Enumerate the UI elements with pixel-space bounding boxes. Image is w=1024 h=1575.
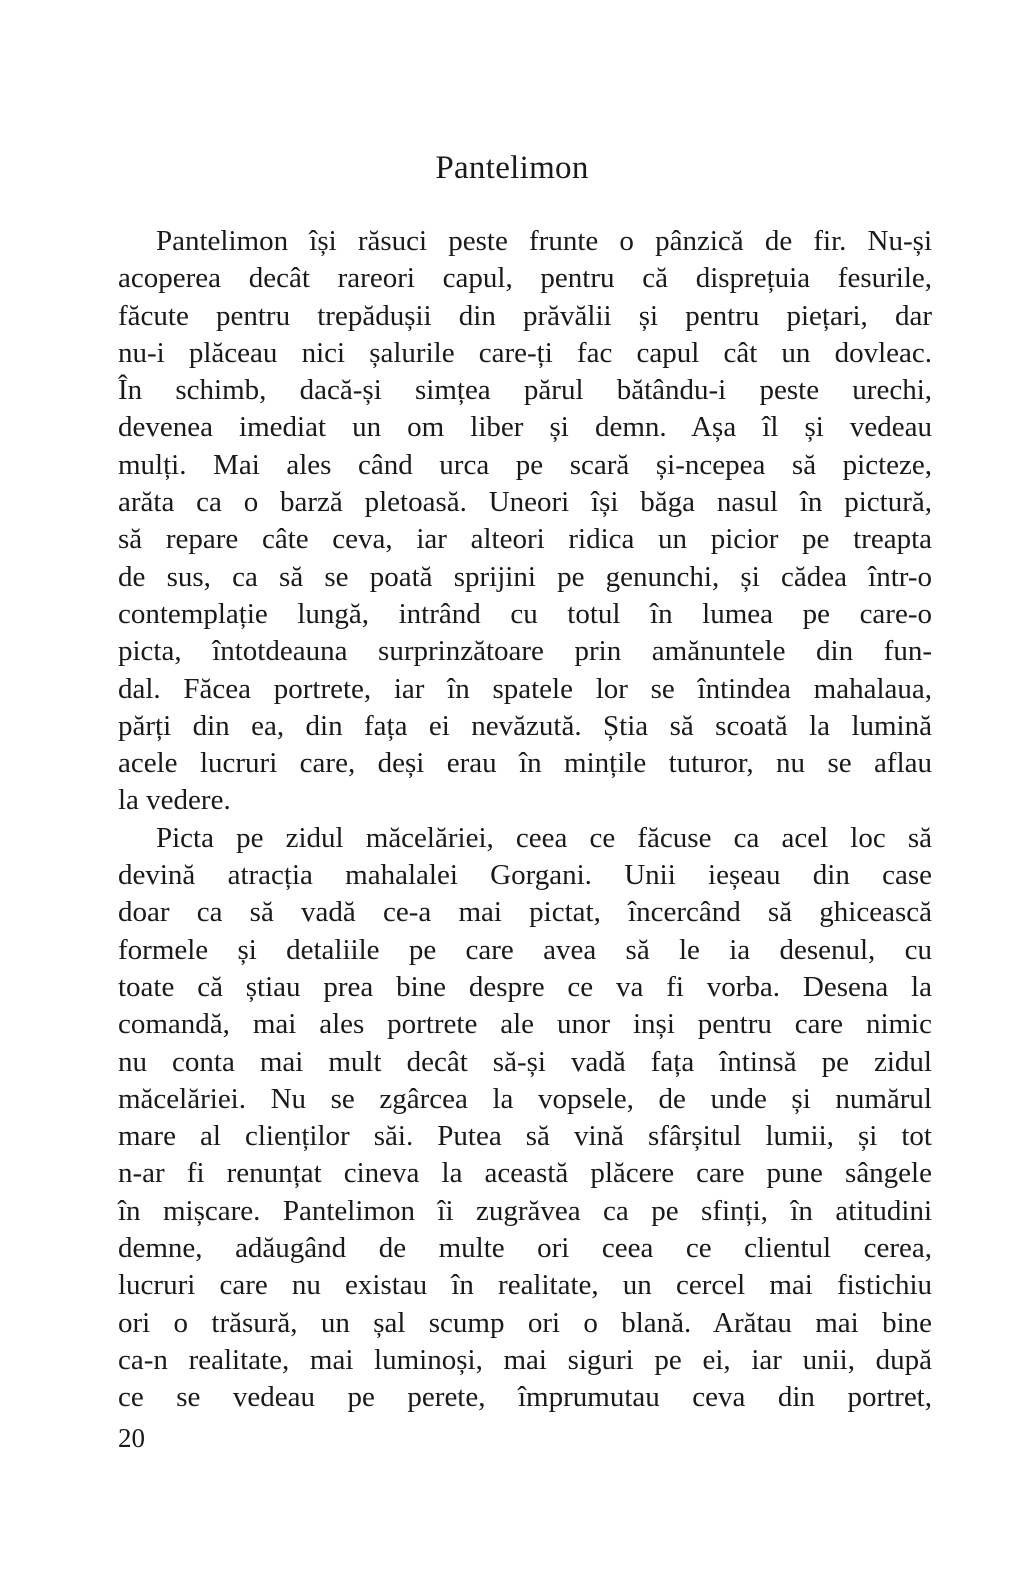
- paragraph: [118, 820, 932, 1417]
- text-line: picta, întotdeauna surprinzătoare prin amănuntele din fun-: [118, 635, 932, 668]
- chapter-title: Pantelimon: [435, 150, 589, 186]
- text-line: devină atracția mahalalei Gorgani. Unii ieșeau din case: [118, 859, 932, 892]
- text-line: acele lucruri care, deși erau în mințile tuturor, nu se aflau: [118, 747, 932, 780]
- text-line: devenea imediat un om liber și demn. Așa îl și vedeau: [118, 411, 932, 444]
- text-line: contemplație lungă, intrând cu totul în lumea pe care-o: [118, 597, 932, 630]
- text-line: demne, adăugând de multe ori ceea ce clientul cerea,: [118, 1232, 932, 1265]
- paragraph: [118, 223, 932, 820]
- text-line: lucruri care nu existau în realitate, un cercel mai fistichiu: [118, 1269, 932, 1302]
- text-line: mare al clienților săi. Putea să vină sfârșitul lumii, și tot: [118, 1120, 932, 1153]
- text-line: Pantelimon își răsuci peste frunte o pânzică de fir. Nu-și: [156, 225, 932, 257]
- text-line: părți din ea, din fața ei nevăzută. Știa să scoată la lumină: [118, 709, 932, 742]
- text-line: dal. Făcea portrete, iar în spatele lor se întindea mahalaua,: [118, 672, 932, 705]
- text-line: Picta pe zidul măcelăriei, ceea ce făcuse ca acel loc să: [156, 821, 932, 854]
- text-line: ori o trăsură, un șal scump ori o blană. Arătau mai bine: [118, 1306, 932, 1339]
- text-line: în mișcare. Pantelimon îi zugrăvea ca pe sfinți, în atitudini: [118, 1194, 932, 1227]
- text-line: toate că știau prea bine despre ce va fi vorba. Desena la: [118, 970, 932, 1003]
- text-line: mulți. Mai ales când urca pe scară și-ncepea să picteze,: [118, 448, 932, 481]
- text-line: măcelăriei. Nu se zgârcea la vopsele, de unde și numărul: [118, 1082, 932, 1115]
- text-line: ce se vedeau pe perete, împrumutau ceva din portret,: [118, 1381, 932, 1414]
- text-line: acoperea decât rareori capul, pentru că disprețuia fesurile,: [118, 262, 932, 295]
- text-line: la vedere.: [118, 784, 231, 817]
- text-line: să repare câte ceva, iar alteori ridica un picior pe treapta: [118, 523, 932, 556]
- text-line: făcute pentru trepădușii din prăvălii și pentru piețari, dar: [118, 299, 932, 332]
- body-text: [118, 223, 932, 1417]
- text-line: ca-n realitate, mai luminoși, mai siguri pe ei, iar unii, după: [118, 1343, 932, 1376]
- text-line: de sus, ca să se poată sprijini pe genunchi, și cădea într-o: [118, 560, 932, 593]
- text-line: doar ca să vadă ce-a mai pictat, încercând să ghicească: [118, 896, 932, 929]
- text-line: n-ar fi renunțat cineva la această plăcere care pune sângele: [118, 1157, 932, 1190]
- text-line: În schimb, dacă-și simțea părul bătându-i peste urechi,: [118, 374, 932, 407]
- text-line: formele și detaliile pe care avea să le ia desenul, cu: [118, 933, 932, 966]
- page-number: 20: [118, 1423, 145, 1453]
- text-line: nu-i plăceau nici șalurile care-ți fac capul cât un dovleac.: [118, 336, 932, 369]
- text-line: comandă, mai ales portrete ale unor inși pentru care nimic: [118, 1008, 932, 1041]
- text-line: arăta ca o barză pletoasă. Uneori își băga nasul în pictură,: [118, 486, 932, 519]
- text-line: nu conta mai mult decât să-și vadă fața întinsă pe zidul: [118, 1045, 932, 1078]
